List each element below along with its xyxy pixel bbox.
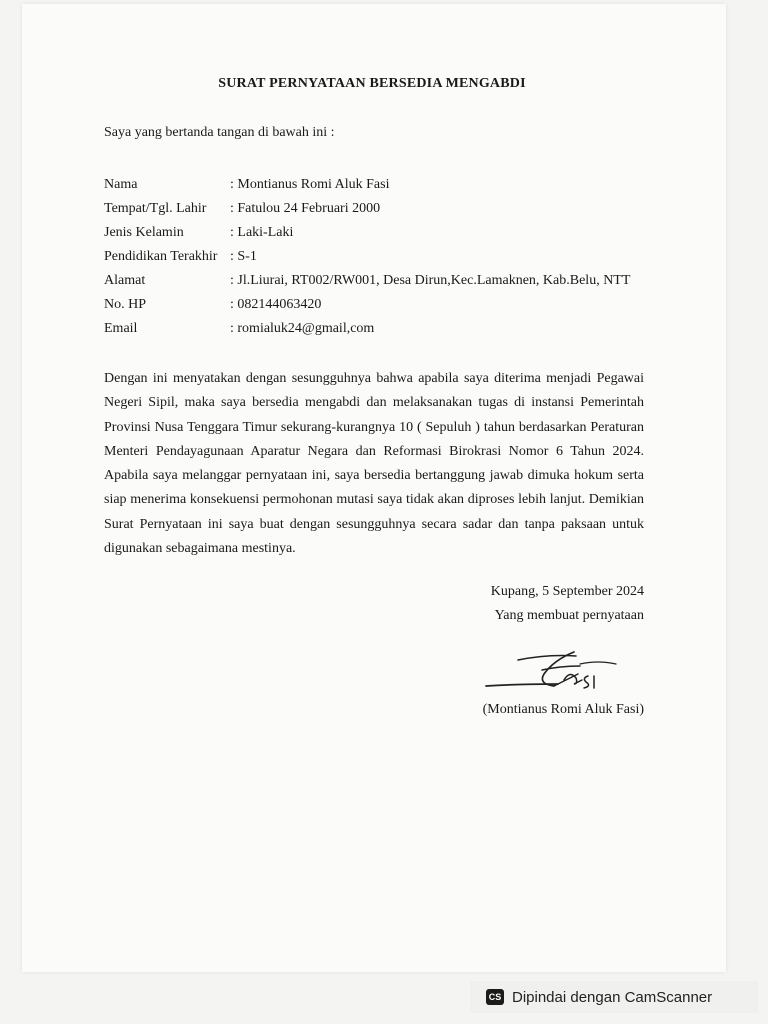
field-email (104, 317, 630, 341)
signature-image (478, 640, 626, 696)
closing-line: Yang membuat pernyataan (494, 608, 644, 623)
field-pendidikan-terakhir (104, 245, 630, 269)
field-value: : romialuk24@gmail,com (230, 321, 375, 336)
intro-text: Saya yang bertanda tangan di bawah ini : (104, 125, 335, 140)
document-title: SURAT PERNYATAAN BERSEDIA MENGABDI (218, 76, 526, 91)
field-label: Alamat (104, 273, 146, 288)
camscanner-watermark (470, 981, 758, 1013)
field-value: : Montianus Romi Aluk Fasi (230, 177, 390, 192)
field-tempat-tgl-lahir (104, 197, 630, 221)
statement-paragraph: Dengan ini menyatakan dengan sesungguhnya bahwa apabila saya diterima menjadi Pegawai Negeri Sipil, maka saya bersedia mengabdi dan melaksanakan tugas di instansi Pemerintah Provinsi Nusa Tenggara Timur sekurang-kurangnya 10 ( Sepuluh ) tahun berdasarkan Peraturan Menteri Pendayagunaan Aparatur Negara dan Reformasi Birokrasi Nomor 6 Tahun 2024. Apabila saya melanggar pernyataan ini, saya bersedia bertanggung jawab dimuka hokum serta siap menerima konsekuensi permohonan mutasi saya tidak akan diproses lebih lanjut. Demikian Surat Pernyataan ini saya buat dengan sesungguhnya secara sadar dan tanpa paksaan untuk digunakan sebagaimana mestinya. (104, 371, 644, 557)
field-nama (104, 173, 630, 197)
field-value: : Laki-Laki (230, 225, 294, 240)
closing-block (491, 580, 644, 628)
field-value: : S-1 (230, 249, 257, 264)
field-label: Nama (104, 177, 138, 192)
field-label: Email (104, 321, 138, 336)
field-value: : 082144063420 (230, 297, 322, 312)
signer-name: (Montianus Romi Aluk Fasi) (482, 702, 644, 717)
camscanner-label: Dipindai dengan CamScanner (512, 988, 713, 1006)
field-label: Tempat/Tgl. Lahir (104, 201, 207, 216)
field-alamat (104, 269, 630, 293)
camscanner-icon: CS (486, 989, 504, 1005)
field-value: : Jl.Liurai, RT002/RW001, Desa Dirun,Kec.Lamaknen, Kab.Belu, NTT (230, 273, 631, 288)
field-no-hp (104, 293, 630, 317)
place-date: Kupang, 5 September 2024 (490, 584, 644, 599)
field-label: Pendidikan Terakhir (104, 249, 218, 264)
field-jenis-kelamin (104, 221, 630, 245)
personal-details (104, 173, 630, 341)
field-label: Jenis Kelamin (104, 225, 184, 240)
field-value: : Fatulou 24 Februari 2000 (230, 201, 381, 216)
field-label: No. HP (104, 297, 147, 312)
